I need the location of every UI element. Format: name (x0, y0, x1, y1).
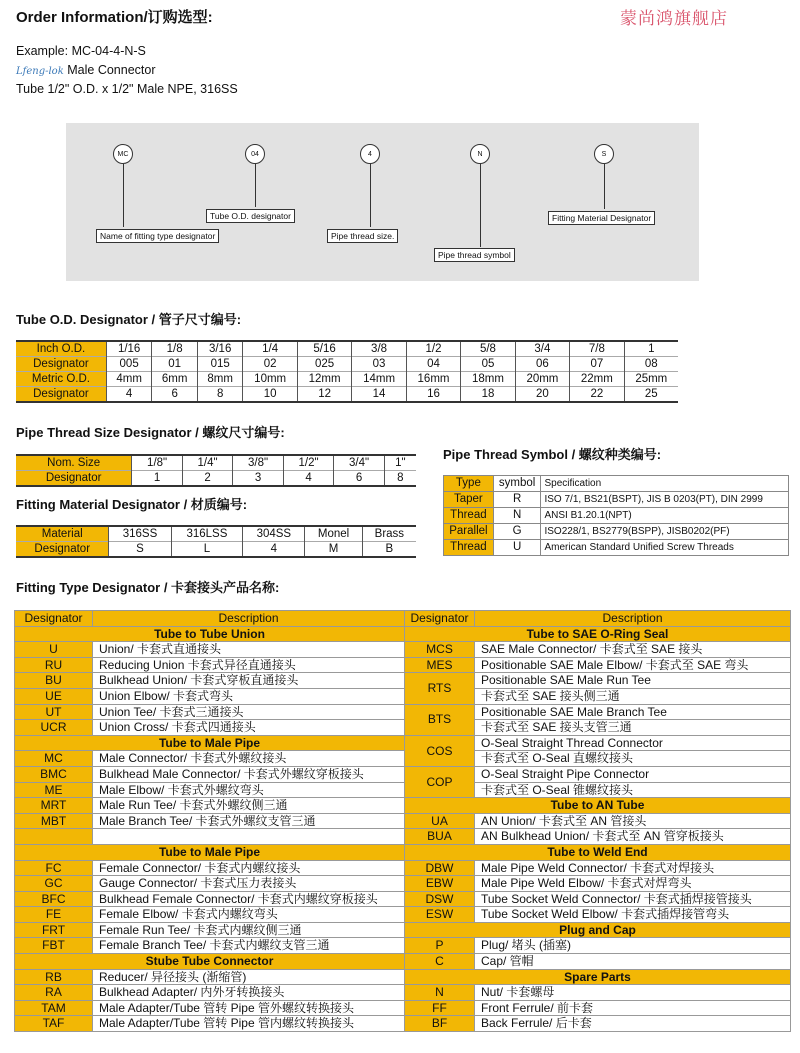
fitting-row (15, 798, 791, 814)
symbol-row (444, 492, 789, 508)
fitting-description: Union/ 卡套式直通接头 (93, 642, 405, 658)
tube-od-cell: 005 (106, 357, 152, 372)
tube-od-cell: 22mm (570, 372, 624, 387)
label-thread-symbol: Pipe thread symbol (434, 248, 515, 262)
symbol-header-cell: Specification (541, 476, 789, 492)
fitting-description: Union Tee/ 卡套式三通接头 (93, 704, 405, 720)
tube-od-cell: 3/4 (515, 341, 569, 357)
fitting-table (14, 610, 791, 1032)
tube-od-row-head: Metric O.D. (16, 372, 106, 387)
fitting-description: Positionable SAE Male Elbow/ 卡套式至 SAE 弯头 (475, 657, 791, 673)
fitting-header-cell: Description (93, 611, 405, 627)
tube-od-cell: 6mm (152, 372, 198, 387)
fitting-section-header: Tube to AN Tube (405, 798, 791, 814)
label-material-designator: Fitting Material Designator (548, 211, 655, 225)
order-spec: Tube 1/2" O.D. x 1/2" Male NPE, 316SS (16, 82, 238, 96)
pipe-thread-cell: 1/2" (283, 455, 333, 471)
fitting-section-header: Spare Parts (405, 969, 791, 985)
symbol-cell: Taper (444, 492, 494, 508)
tube-od-title: Tube O.D. Designator / 管子尺寸编号: (16, 312, 242, 327)
fitting-code: GC (15, 876, 93, 892)
fitting-description: Gauge Connector/ 卡套式压力表接头 (93, 876, 405, 892)
fitting-row (15, 969, 791, 985)
material-row-head: Material (16, 526, 109, 542)
fitting-row (15, 642, 791, 658)
fitting-row (15, 626, 791, 642)
fitting-description-cn: 卡套式至 SAE 接头支管三通 (475, 720, 791, 736)
tube-od-cell: 025 (297, 357, 351, 372)
fitting-description: Male Branch Tee/ 卡套式外螺纹支管三通 (93, 813, 405, 829)
tube-od-cell: 1 (624, 341, 678, 357)
fitting-code: FRT (15, 922, 93, 938)
label-od-designator: Tube O.D. designator (206, 209, 295, 223)
fitting-row (15, 813, 791, 829)
material-cell: 316LSS (171, 526, 243, 542)
fitting-description: Male Adapter/Tube 管转 Pipe 管内螺纹转换接头 (93, 1016, 405, 1032)
fitting-header-cell: Designator (15, 611, 93, 627)
fitting-description: Female Connector/ 卡套式内螺纹接头 (93, 860, 405, 876)
fitting-code: BTS (405, 704, 475, 735)
tube-od-cell: 18 (461, 387, 515, 403)
label-thread-size: Pipe thread size. (327, 229, 398, 243)
fitting-description: Union Cross/ 卡套式四通接头 (93, 720, 405, 736)
tube-od-cell: 3/16 (197, 341, 243, 357)
tube-od-cell: 4mm (106, 372, 152, 387)
fitting-description: Male Run Tee/ 卡套式外螺纹侧三通 (93, 798, 405, 814)
tube-od-cell: 10mm (243, 372, 297, 387)
tube-od-cell: 20mm (515, 372, 569, 387)
material-row (16, 526, 416, 542)
fitting-code: MES (405, 657, 475, 673)
pipe-thread-cell: 1/4" (182, 455, 232, 471)
pipe-thread-cell: 1 (132, 471, 182, 487)
fitting-description: Male Pipe Weld Connector/ 卡套式对焊接头 (475, 860, 791, 876)
fitting-description: Bulkhead Union/ 卡套式穿板直通接头 (93, 673, 405, 689)
fitting-code: FC (15, 860, 93, 876)
fitting-code: BUA (405, 829, 475, 845)
symbol-cell: American Standard Unified Screw Threads (541, 540, 789, 556)
fitting-row (15, 876, 791, 892)
tube-od-cell: 04 (406, 357, 460, 372)
tube-od-cell: 12mm (297, 372, 351, 387)
fitting-description: Nut/ 卡套螺母 (475, 985, 791, 1001)
pipe-thread-cell: 3/8" (233, 455, 283, 471)
pipe-thread-cell: 8 (384, 471, 416, 487)
tube-od-cell: 5/8 (461, 341, 515, 357)
fitting-code: TAF (15, 1016, 93, 1032)
fitting-description: Male Pipe Weld Elbow/ 卡套式对焊弯头 (475, 876, 791, 892)
tube-od-cell: 10 (243, 387, 297, 403)
fitting-code: RU (15, 657, 93, 673)
tube-od-cell: 1/8 (152, 341, 198, 357)
fitting-description: SAE Male Connector/ 卡套式至 SAE 接头 (475, 642, 791, 658)
fitting-description: Back Ferrule/ 后卡套 (475, 1016, 791, 1032)
fitting-description: O-Seal Straight Thread Connector (475, 735, 791, 751)
fitting-row (15, 938, 791, 954)
tube-od-cell: 8 (197, 387, 243, 403)
fitting-code: DSW (405, 891, 475, 907)
order-example: Example: MC-04-4-N-S (16, 44, 146, 58)
fitting-description: Cap/ 管帽 (475, 954, 791, 970)
symbol-header-cell: Type (444, 476, 494, 492)
fitting-code: P (405, 938, 475, 954)
tube-od-cell: 01 (152, 357, 198, 372)
tube-od-cell: 07 (570, 357, 624, 372)
tube-od-cell: 1/4 (243, 341, 297, 357)
fitting-code: UCR (15, 720, 93, 736)
symbol-cell: Parallel (444, 524, 494, 540)
fitting-section-header: Tube to Weld End (405, 844, 791, 860)
symbol-cell: ISO228/1, BS2779(BSPP), JISB0202(PF) (541, 524, 789, 540)
tube-od-cell: 8mm (197, 372, 243, 387)
tube-od-cell: 03 (352, 357, 406, 372)
fitting-description: AN Bulkhead Union/ 卡套式至 AN 管穿板接头 (475, 829, 791, 845)
symbol-cell: Thread (444, 540, 494, 556)
symbol-title: Pipe Thread Symbol / 螺纹种类编号: (443, 447, 662, 462)
fitting-row (15, 1016, 791, 1032)
fitting-row (15, 673, 791, 689)
material-cell: Monel (305, 526, 362, 542)
pipe-thread-cell: 4 (283, 471, 333, 487)
pipe-thread-cell: 1" (384, 455, 416, 471)
tube-od-cell: 1/2 (406, 341, 460, 357)
symbol-cell: Thread (444, 508, 494, 524)
fitting-row (15, 922, 791, 938)
fitting-code: BU (15, 673, 93, 689)
fitting-row (15, 766, 791, 782)
fitting-header-row (15, 611, 791, 627)
fitting-description: Reducing Union 卡套式异径直通接头 (93, 657, 405, 673)
material-title: Fitting Material Designator / 材质编号: (16, 497, 248, 512)
order-product-line (16, 63, 156, 77)
material-cell: M (305, 542, 362, 558)
tube-od-cell: 5/16 (297, 341, 351, 357)
fitting-code: RB (15, 969, 93, 985)
fitting-description: Male Elbow/ 卡套式外螺纹弯头 (93, 782, 405, 798)
fitting-code: FE (15, 907, 93, 923)
fitting-description: Tube Socket Weld Elbow/ 卡套式插焊接管弯头 (475, 907, 791, 923)
store-watermark: 蒙尚鸿旗舰店 (620, 9, 728, 29)
order-title: Order Information/订购选型: (16, 9, 213, 26)
fitting-code: MBT (15, 813, 93, 829)
material-cell: 4 (243, 542, 305, 558)
tube-od-cell: 20 (515, 387, 569, 403)
fitting-code: MC (15, 751, 93, 767)
pipe-thread-title: Pipe Thread Size Designator / 螺纹尺寸编号: (16, 425, 285, 440)
fitting-description: Bulkhead Adapter/ 内外牙转换接头 (93, 985, 405, 1001)
fitting-header-cell: Designator (405, 611, 475, 627)
fitting-description-cn: 卡套式至 SAE 接头侧三通 (475, 688, 791, 704)
fitting-section-header: Stube Tube Connector (15, 954, 405, 970)
symbol-cell: ISO 7/1, BS21(BSPT), JIS B 0203(PT), DIN 2999 (541, 492, 789, 508)
tube-od-row (16, 357, 678, 372)
fitting-section-header: Tube to Tube Union (15, 626, 405, 642)
fitting-code: MRT (15, 798, 93, 814)
fitting-code: N (405, 985, 475, 1001)
fitting-code: RTS (405, 673, 475, 704)
brand-logo: Lfeng-lok (16, 66, 64, 77)
fitting-code: BMC (15, 766, 93, 782)
fitting-row (15, 720, 791, 736)
tube-od-row-head: Inch O.D. (16, 341, 106, 357)
tube-od-cell: 14 (352, 387, 406, 403)
tube-od-cell: 3/8 (352, 341, 406, 357)
fitting-row (15, 688, 791, 704)
fitting-header-cell: Description (475, 611, 791, 627)
tube-od-row-head: Designator (16, 357, 106, 372)
fitting-row (15, 985, 791, 1001)
fitting-description: Male Adapter/Tube 管转 Pipe 管外螺纹转换接头 (93, 1000, 405, 1016)
tube-od-cell: 6 (152, 387, 198, 403)
fitting-description-cn: 卡套式至 O-Seal 直螺纹接头 (475, 751, 791, 767)
tube-od-cell: 02 (243, 357, 297, 372)
fitting-code: BFC (15, 891, 93, 907)
material-cell: B (362, 542, 416, 558)
fitting-code: EBW (405, 876, 475, 892)
fitting-code: ME (15, 782, 93, 798)
fitting-row (15, 751, 791, 767)
fitting-row (15, 907, 791, 923)
pipe-thread-cell: 2 (182, 471, 232, 487)
fitting-section-header: Tube to SAE O-Ring Seal (405, 626, 791, 642)
pipe-thread-row-head: Designator (16, 471, 132, 487)
tube-od-cell: 08 (624, 357, 678, 372)
tube-od-cell: 4 (106, 387, 152, 403)
symbol-header-cell: symbol (493, 476, 541, 492)
ordering-diagram (66, 123, 699, 281)
tube-od-row (16, 341, 678, 357)
fitting-description: O-Seal Straight Pipe Connector (475, 766, 791, 782)
tube-od-cell: 14mm (352, 372, 406, 387)
symbol-cell: R (493, 492, 541, 508)
fitting-description: Tube Socket Weld Connector/ 卡套式插焊接管接头 (475, 891, 791, 907)
symbol-cell: N (493, 508, 541, 524)
symbol-cell: ANSI B1.20.1(NPT) (541, 508, 789, 524)
tube-od-cell: 25mm (624, 372, 678, 387)
code-circle-thread-size: 4 (360, 144, 380, 164)
fitting-description: Female Run Tee/ 卡套式内螺纹侧三通 (93, 922, 405, 938)
fitting-description: Front Ferrule/ 前卡套 (475, 1000, 791, 1016)
tube-od-cell: 18mm (461, 372, 515, 387)
fitting-description (93, 829, 405, 845)
fitting-code: COP (405, 766, 475, 797)
tube-od-table (16, 340, 678, 403)
tube-od-cell: 7/8 (570, 341, 624, 357)
material-row (16, 542, 416, 558)
fitting-row (15, 844, 791, 860)
fitting-section-header: Tube to Male Pipe (15, 735, 405, 751)
symbol-row (444, 540, 789, 556)
code-circle-od: 04 (245, 144, 265, 164)
fitting-description-cn: 卡套式至 O-Seal 锥螺纹接头 (475, 782, 791, 798)
fitting-row (15, 1000, 791, 1016)
fitting-description: Union Elbow/ 卡套式弯头 (93, 688, 405, 704)
fitting-description: Reducer/ 异径接头 (渐缩管) (93, 969, 405, 985)
fitting-description: Positionable SAE Male Branch Tee (475, 704, 791, 720)
fitting-section-header: Tube to Male Pipe (15, 844, 405, 860)
fitting-row (15, 704, 791, 720)
fitting-code: COS (405, 735, 475, 766)
fitting-code: C (405, 954, 475, 970)
material-row-head: Designator (16, 542, 109, 558)
fitting-code: ESW (405, 907, 475, 923)
tube-od-cell: 1/16 (106, 341, 152, 357)
pipe-thread-cell: 3 (233, 471, 283, 487)
tube-od-cell: 16mm (406, 372, 460, 387)
tube-od-cell: 05 (461, 357, 515, 372)
material-cell: 304SS (243, 526, 305, 542)
fitting-code (15, 829, 93, 845)
material-table (16, 525, 416, 558)
material-cell: 316SS (109, 526, 171, 542)
tube-od-row (16, 387, 678, 403)
fitting-row (15, 657, 791, 673)
fitting-description: Female Branch Tee/ 卡套式内螺纹支管三通 (93, 938, 405, 954)
fitting-row (15, 829, 791, 845)
symbol-row (444, 508, 789, 524)
material-cell: Brass (362, 526, 416, 542)
pipe-thread-row-head: Nom. Size (16, 455, 132, 471)
fitting-code: UE (15, 688, 93, 704)
tube-od-cell: 25 (624, 387, 678, 403)
fitting-title: Fitting Type Designator / 卡套接头产品名称: (16, 580, 280, 595)
pipe-thread-cell: 6 (334, 471, 384, 487)
material-cell: S (109, 542, 171, 558)
order-product: Male Connector (67, 63, 156, 77)
symbol-table (443, 475, 789, 556)
fitting-code: FF (405, 1000, 475, 1016)
tube-od-row-head: Designator (16, 387, 106, 403)
fitting-description: Bulkhead Female Connector/ 卡套式内螺纹穿板接头 (93, 891, 405, 907)
pipe-thread-cell: 1/8" (132, 455, 182, 471)
symbol-cell: U (493, 540, 541, 556)
fitting-description: Female Elbow/ 卡套式内螺纹弯头 (93, 907, 405, 923)
material-cell: L (171, 542, 243, 558)
pipe-thread-table (16, 454, 416, 487)
fitting-description: Plug/ 堵头 (插塞) (475, 938, 791, 954)
fitting-row (15, 735, 791, 751)
fitting-code: UA (405, 813, 475, 829)
fitting-code: FBT (15, 938, 93, 954)
code-circle-thread-symbol: N (470, 144, 490, 164)
symbol-row (444, 524, 789, 540)
pipe-thread-cell: 3/4" (334, 455, 384, 471)
fitting-code: MCS (405, 642, 475, 658)
fitting-row (15, 891, 791, 907)
fitting-description: Bulkhead Male Connector/ 卡套式外螺纹穿板接头 (93, 766, 405, 782)
fitting-row (15, 860, 791, 876)
fitting-code: U (15, 642, 93, 658)
fitting-section-header: Plug and Cap (405, 922, 791, 938)
tube-od-cell: 06 (515, 357, 569, 372)
code-circle-material: S (594, 144, 614, 164)
tube-od-row (16, 372, 678, 387)
pipe-thread-row (16, 471, 416, 487)
fitting-row (15, 782, 791, 798)
fitting-code: UT (15, 704, 93, 720)
fitting-description: AN Union/ 卡套式至 AN 管接头 (475, 813, 791, 829)
symbol-header-row (444, 476, 789, 492)
fitting-description: Male Connector/ 卡套式外螺纹接头 (93, 751, 405, 767)
tube-od-cell: 22 (570, 387, 624, 403)
tube-od-cell: 16 (406, 387, 460, 403)
fitting-code: RA (15, 985, 93, 1001)
code-circle-type: MC (113, 144, 133, 164)
pipe-thread-row (16, 455, 416, 471)
fitting-code: DBW (405, 860, 475, 876)
tube-od-cell: 015 (197, 357, 243, 372)
fitting-code: BF (405, 1016, 475, 1032)
label-type-designator: Name of fitting type designator (96, 229, 219, 243)
tube-od-cell: 12 (297, 387, 351, 403)
fitting-description: Positionable SAE Male Run Tee (475, 673, 791, 689)
fitting-code: TAM (15, 1000, 93, 1016)
symbol-cell: G (493, 524, 541, 540)
fitting-row (15, 954, 791, 970)
